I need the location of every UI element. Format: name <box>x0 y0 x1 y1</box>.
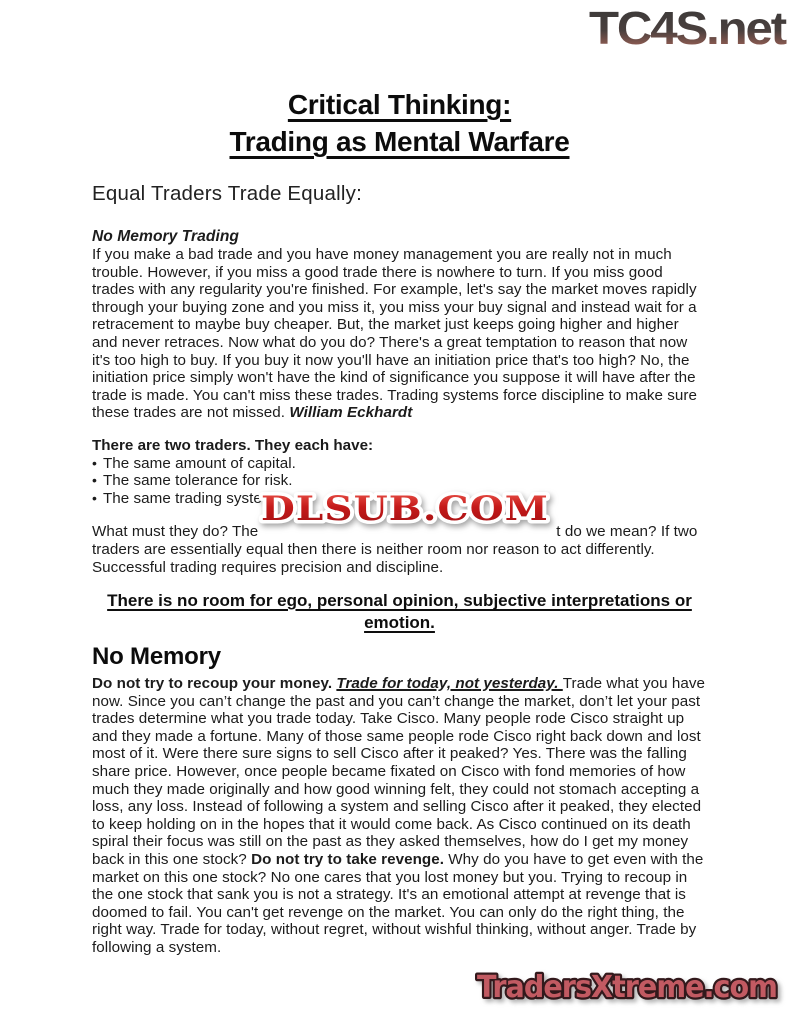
list-item: • The same amount of capital. <box>92 455 707 473</box>
list-item: • The same trading system. <box>92 490 707 508</box>
what-must-fragment-before: What must they do? The <box>92 523 259 541</box>
tradersxtreme-logo-text: TradersXtreme.com <box>477 970 777 1005</box>
document-content <box>92 0 707 957</box>
dlsub-watermark-text: DLSUB.COM <box>261 489 549 529</box>
quote-attribution: William Eckhardt <box>289 404 413 422</box>
no-memory-paragraph <box>92 675 707 957</box>
no-memory-body-1: Trade what you have now. Since you can’t change the past and you can’t change the market, don’t let your past trades determine what you trade today. Take Cisco. Many people rode Cisco straight up and they made a fortune. Many of those same people rode Cisco right back down and lost most of it. Were there sure signs to sell Cisco after it peaked? Yes. There was the falling share price. However, once people became fixated on Cisco with fond memories of how much they made originally and how good winning felt, they could not stomach accepting a loss, any loss. Instead of following a system and selling Cisco after it peaked, they elected to keep holding on in the hopes that it would come back. As Cisco continued on its death spiral their focus was still on the past as they asked themselves, how do I get my money back in this one stock? <box>92 675 706 869</box>
page-title-line1: Critical Thinking: <box>287 89 512 120</box>
section-subtitle: Equal Traders Trade Equally: <box>92 182 362 205</box>
list-item: • The same tolerance for risk. <box>92 472 707 490</box>
tc4s-logo <box>587 2 787 56</box>
no-memory-trading-body: If you make a bad trade and you have money management you are really not in much trouble. However, if you miss a good trade there is nowhere to turn. If you miss good trades with any regularity you're finished. For example, let's say the market moves rapidly through your buying zone and you miss it, you miss your buy signal and instead wait for a retracement to maybe buy cheaper. But, the market just keeps going higher and higher and never retraces. Now what do you do? There's a great temptation to reason that now it's too high to buy. If you buy it now you'll have an initiation price that's too high? No, the initiation price simply won't have the kind of significance you suppose it will have after the trade is made. You can't miss these trades. Trading systems force discipline to make sure these trades are not missed. <box>92 246 698 422</box>
two-traders-heading: There are two traders. They each have: <box>92 436 374 454</box>
watermark-gap <box>258 535 556 536</box>
what-must-fragment-after: t do we mean? If two traders are essentially equal then there is neither room nor reason to act differently. Successful trading requires precision and discipline. <box>92 523 698 576</box>
lead-trade-today: Trade for today, not yesterday. <box>336 675 563 693</box>
lead-recoup: Do not try to recoup your money. <box>92 675 337 693</box>
no-memory-heading: No Memory <box>92 643 221 671</box>
tc4s-logo-text: TC4S.net <box>589 2 787 54</box>
lead-revenge: Do not try to take revenge. <box>251 851 449 869</box>
ego-heading: There is no room for ego, personal opinion, subjective interpretations or emotion. <box>107 591 692 633</box>
page-title-line2: Trading as Mental Warfare <box>229 126 570 157</box>
no-memory-body-2: Why do you have to get even with the market on this one stock? No one cares that you lost money but you. Trying to recoup in the one stock that sank you is not a strategy. It's an emotional attempt at revenge that is doomed to fail. You can't get revenge on the market. You can only do the right thing, the right way. Trade for today, without regret, without wishful thinking, without anger. Trade by following a system. <box>92 851 704 956</box>
tradersxtreme-logo <box>471 960 783 1012</box>
no-memory-trading-heading: No Memory Trading <box>92 228 239 245</box>
no-memory-trading-paragraph <box>92 246 707 422</box>
dlsub-watermark <box>254 482 556 534</box>
